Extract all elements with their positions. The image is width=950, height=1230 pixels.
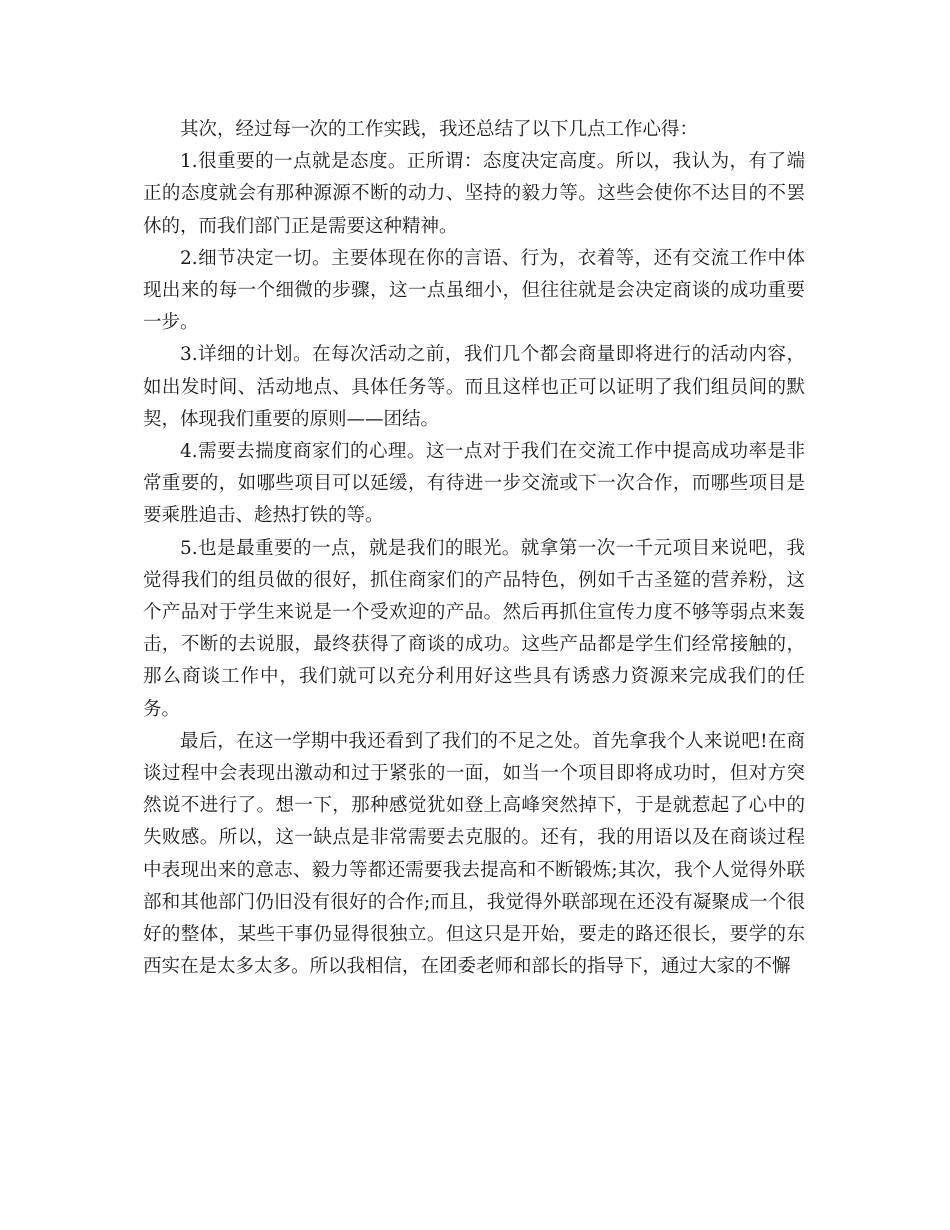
paragraph-point-4: 4.需要去揣度商家们的心理。这一点对于我们在交流工作中提高成功率是非常重要的，如哪些项目可以延缓，有待进一步交流或下一次合作，而哪些项目是要乘胜追击、趁热打铁的等。 [143, 441, 805, 527]
paragraph-point-2: 2.细节决定一切。主要体现在你的言语、行为，衣着等，还有交流工作中体现出来的每一个细微的步骤，这一点虽细小，但往往就是会决定商谈的成功重要一步。 [143, 247, 805, 334]
paragraph-conclusion: 最后，在这一学期中我还看到了我们的不足之处。首先拿我个人来说吧!在商谈过程中会表现出激动和过于紧张的一面，如当一个项目即将成功时，但对方突然说不进行了。想一下，那种感觉犹如登上高峰突然掉下，于是就惹起了心中的失败感。所以，这一缺点是非常需要去克服的。还有，我的用语以及在商谈过程中表现出来的意志、毅力等都还需要我去提高和不断锻炼;其次，我个人觉得外联部和其他部门仍旧没有很好的合作;而且，我觉得外联部现在还没有凝聚成一个很好的整体，某些干事仍显得很独立。但这只是开始，要走的路还很长，要学的东西实在是太多太多。所以我相信，在团委老师和部长的指导下，通过大家的不懈 [143, 730, 805, 978]
document-body [143, 114, 805, 983]
paragraph-point-5: 5.也是最重要的一点，就是我们的眼光。就拿第一次一千元项目来说吧，我觉得我们的组员做的很好，抓住商家们的产品特色，例如千古圣筵的营养粉，这个产品对于学生来说是一个受欢迎的产品。然后再抓住宣传力度不够等弱点来轰击，不断的去说服，最终获得了商谈的成功。这些产品都是学生们经常接触的，那么商谈工作中，我们就可以充分利用好这些具有诱惑力资源来完成我们的任务。 [143, 537, 805, 720]
paragraph-point-1: 1.很重要的一点就是态度。正所谓：态度决定高度。所以，我认为，有了端正的态度就会有那种源源不断的动力、坚持的毅力等。这些会使你不达目的不罢休的，而我们部门正是需要这种精神。 [143, 151, 805, 237]
paragraph-point-3: 3.详细的计划。在每次活动之前，我们几个都会商量即将进行的活动内容，如出发时间、活动地点、具体任务等。而且这样也正可以证明了我们组员间的默契，体现我们重要的原则——团结。 [143, 344, 805, 430]
paragraph-intro: 其次，经过每一次的工作实践，我还总结了以下几点工作心得： [180, 119, 699, 140]
